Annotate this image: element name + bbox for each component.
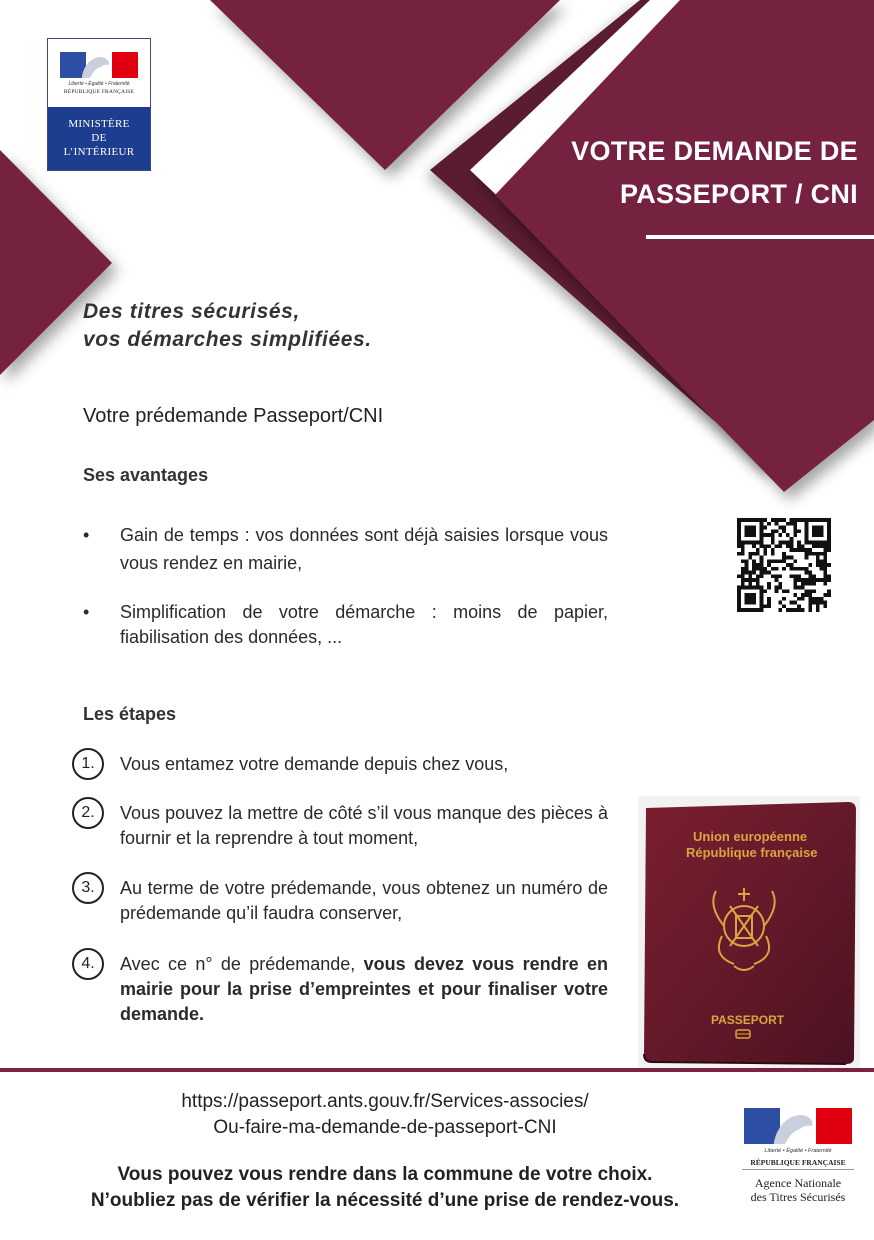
passport-line1: Union européenne [693, 829, 808, 844]
tagline-line1: Des titres sécurisés, [83, 300, 300, 323]
step-text: Vous entamez votre demande depuis chez vous, [120, 754, 509, 774]
ants-name-line2: des Titres Sécurisés [750, 1190, 846, 1204]
tagline-line2: vos démarches simplifiées. [83, 328, 372, 351]
page-title-line2: PASSEPORT / CNI [619, 179, 858, 209]
footer-url[interactable] [120, 1089, 650, 1141]
page-title [498, 130, 858, 216]
advantage-text: Simplification de votre démarche : moins de papier, fiabilisation des données, ... [120, 602, 608, 647]
ants-republic: RÉPUBLIQUE FRANÇAISE [750, 1158, 846, 1167]
page-title-line1: VOTRE DEMANDE DE [571, 136, 858, 166]
step-number: 1. [72, 748, 104, 780]
step-item [72, 952, 608, 1027]
title-underline [646, 235, 874, 239]
ministry-republic: RÉPUBLIQUE FRANÇAISE [63, 89, 135, 95]
tagline [83, 298, 372, 354]
list-item [83, 521, 608, 577]
step-text: Au terme de votre prédemande, vous obtenez un numéro de prédemande qu’il faudra conserver, [120, 878, 608, 923]
ministry-name-line2: DE [91, 132, 107, 144]
passport-label: PASSEPORT [711, 1013, 785, 1027]
step-number: 4. [72, 948, 104, 980]
step-text: Avec ce n° de prédemande, vous devez vous rendre en mairie pour la prise d’empreintes et pour finaliser votre demande. [120, 954, 608, 1024]
footer-message [40, 1162, 730, 1214]
advantages-heading: Ses avantages [83, 465, 209, 485]
ants-logo [742, 1108, 854, 1210]
ministry-name-line1: MINISTÈRE [68, 118, 130, 130]
step-item [72, 752, 608, 777]
step-number: 3. [72, 872, 104, 904]
marianne-flag-icon [60, 52, 138, 78]
ministry-name-block [48, 107, 150, 170]
passport-line2: République française [686, 845, 818, 860]
ministry-motto: Liberté • Égalité • Fraternité [68, 81, 130, 87]
qr-code [737, 518, 831, 612]
footer-message-line1: Vous pouvez vous rendre dans la commune de votre choix. [117, 1164, 653, 1185]
ministry-logo [47, 38, 151, 171]
step-item [72, 876, 608, 926]
footer-message-line2: N’oubliez pas de vérifier la nécessité d’une prise de rendez-vous. [90, 1190, 680, 1211]
ants-motto: Liberté • Égalité • Fraternité [764, 1148, 832, 1154]
step-number: 2. [72, 797, 104, 829]
step-text: Vous pouvez la mettre de côté s’il vous manque des pièces à fournir et la reprendre à tout moment, [120, 803, 608, 848]
ministry-name-line3: L’INTÉRIEUR [63, 146, 135, 158]
footer-url-line2[interactable]: Ou-faire-ma-demande-de-passeport-CNI [213, 1117, 557, 1138]
steps-heading: Les étapes [83, 704, 177, 724]
section-title: Votre prédemande Passeport/CNI [83, 405, 384, 427]
footer-divider [0, 1068, 874, 1072]
bullet-dot: • [83, 602, 90, 622]
advantage-text: Gain de temps : vos données sont déjà saisies lorsque vous vous rendez en mairie, [120, 525, 608, 573]
ants-logo-divider [742, 1169, 854, 1170]
step-item [72, 801, 608, 851]
list-item [83, 600, 608, 650]
ants-name [742, 1176, 854, 1204]
footer-url-line1[interactable]: https://passeport.ants.gouv.fr/Services-associes/ [181, 1091, 589, 1112]
ants-name-line1: Agence Nationale [754, 1176, 842, 1190]
bullet-dot: • [83, 525, 90, 545]
passport-image [638, 796, 860, 1068]
marianne-flag-icon [744, 1108, 852, 1144]
